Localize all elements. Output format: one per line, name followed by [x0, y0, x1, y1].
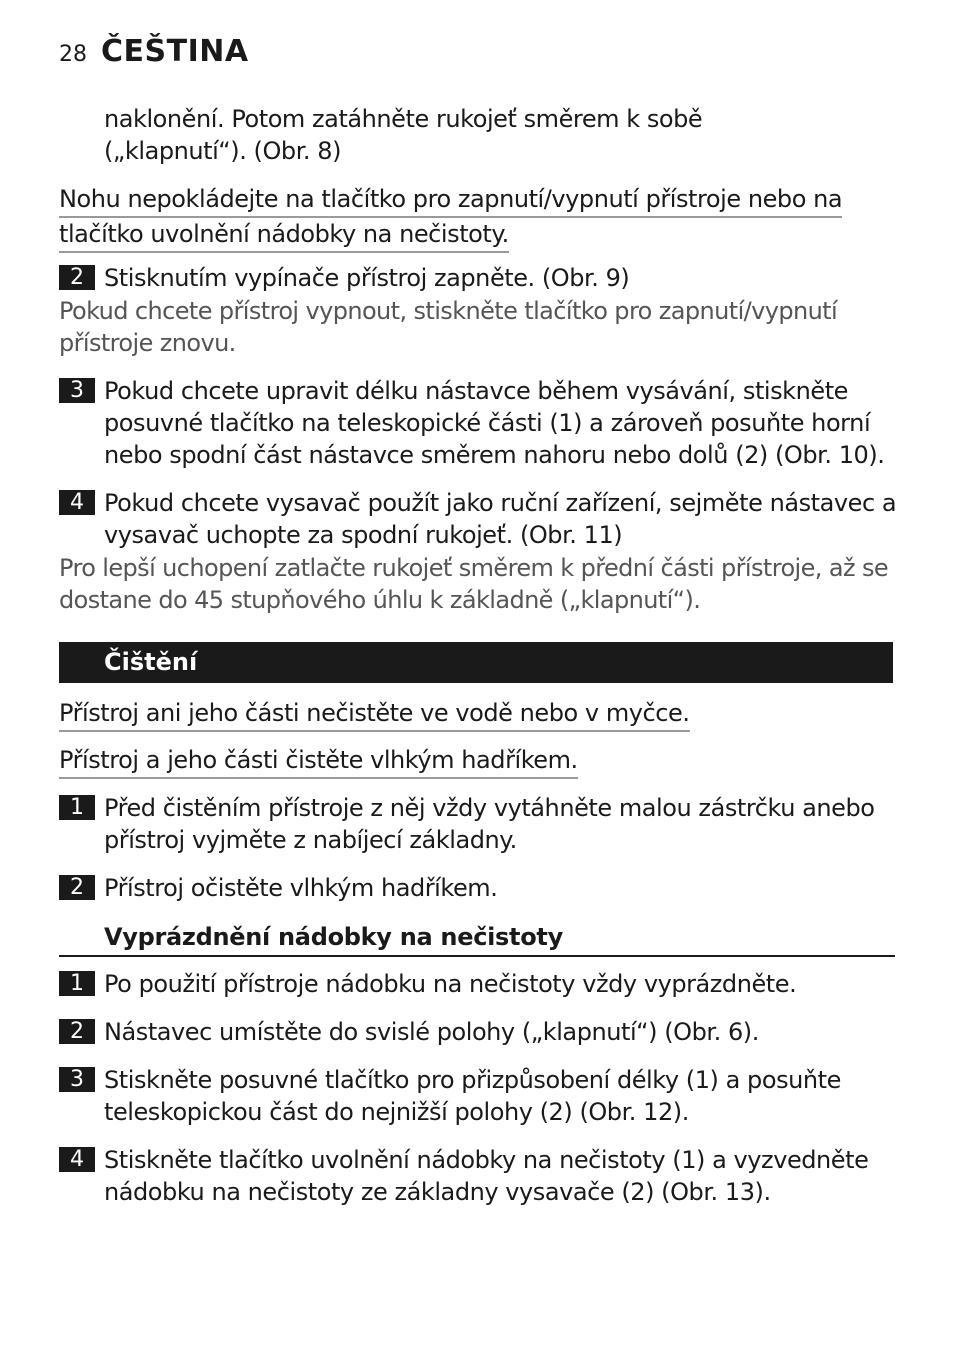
step-number: 4 [59, 490, 95, 515]
usage-step-3-line-2: posuvné tlačítko na teleskopické části (1) a zároveň posuňte horní [104, 409, 871, 437]
emptying-step-1-line-1: Po použití přístroje nádobku na nečistoty vždy vyprázdněte. [104, 970, 797, 998]
step-number: 1 [59, 971, 95, 996]
step-number: 2 [59, 875, 95, 900]
note-switch-off-line-2: přístroje znovu. [59, 329, 236, 357]
usage-step-3-line-1: Pokud chcete upravit délku nástavce během vysávání, stiskněte [104, 377, 848, 405]
warning-foot [59, 183, 842, 253]
emptying-step-4-line-1: Stiskněte tlačítko uvolnění nádobky na nečistoty (1) a vyzvedněte [104, 1146, 869, 1174]
warning-foot-line-2: tlačítko uvolnění nádobky na nečistoty. [59, 218, 509, 253]
step-number: 3 [59, 378, 95, 403]
usage-step-3-line-3: nebo spodní část nástavce směrem nahoru nebo dolů (2) (Obr. 10). [104, 441, 885, 469]
warning-water [59, 697, 690, 732]
subsection-title: Vyprázdnění nádobky na nečistoty [104, 923, 563, 951]
page-header [59, 34, 249, 69]
warning-damp-cloth [59, 744, 578, 779]
page-number: 28 [59, 42, 87, 67]
step-number: 1 [59, 795, 95, 820]
usage-step-4-line-1: Pokud chcete vysavač použít jako ruční zařízení, sejměte nástavec a [104, 489, 897, 517]
cleaning-step-2-line-1: Přístroj očistěte vlhkým hadříkem. [104, 874, 498, 902]
note-grip-line-1: Pro lepší uchopení zatlačte rukojeť směrem k přední části přístroje, až se [59, 554, 889, 582]
section-heading-cleaning [59, 642, 893, 683]
subsection-divider [59, 955, 895, 957]
emptying-step-4-line-2: nádobku na nečistoty ze základny vysavače (2) (Obr. 13). [104, 1178, 771, 1206]
note-grip-line-2: dostane do 45 stupňového úhlu k základně („klapnutí“). [59, 586, 701, 614]
warning-damp-cloth-text: Přístroj a jeho části čistěte vlhkým hadříkem. [59, 744, 578, 779]
usage-step-4-line-2: vysavač uchopte za spodní rukojeť. (Obr. 11) [104, 521, 623, 549]
cleaning-step-1-line-1: Před čistěním přístroje z něj vždy vytáhněte malou zástrčku anebo [104, 794, 875, 822]
step-number: 2 [59, 1019, 95, 1044]
intro-line-1: naklonění. Potom zatáhněte rukojeť směrem k sobě [104, 105, 703, 133]
emptying-step-3-line-2: teleskopickou část do nejnižší polohy (2) (Obr. 12). [104, 1098, 689, 1126]
warning-foot-line-1: Nohu nepokládejte na tlačítko pro zapnutí/vypnutí přístroje nebo na [59, 183, 842, 218]
step-number: 3 [59, 1067, 95, 1092]
cleaning-step-1-line-2: přístroj vyjměte z nabíjecí základny. [104, 826, 517, 854]
step-number: 4 [59, 1147, 95, 1172]
emptying-step-2-line-1: Nástavec umístěte do svislé polohy („klapnutí“) (Obr. 6). [104, 1018, 759, 1046]
note-switch-off-line-1: Pokud chcete přístroj vypnout, stiskněte tlačítko pro zapnutí/vypnutí [59, 297, 838, 325]
emptying-step-3-line-1: Stiskněte posuvné tlačítko pro přizpůsobení délky (1) a posuňte [104, 1066, 841, 1094]
warning-water-text: Přístroj ani jeho části nečistěte ve vodě nebo v myčce. [59, 697, 690, 732]
intro-line-2: („klapnutí“). (Obr. 8) [104, 137, 342, 165]
language-title: ČEŠTINA [101, 34, 249, 69]
step-number: 2 [59, 265, 95, 290]
section-title: Čištění [104, 648, 198, 676]
usage-step-2-line-1: Stisknutím vypínače přístroj zapněte. (Obr. 9) [104, 264, 630, 292]
